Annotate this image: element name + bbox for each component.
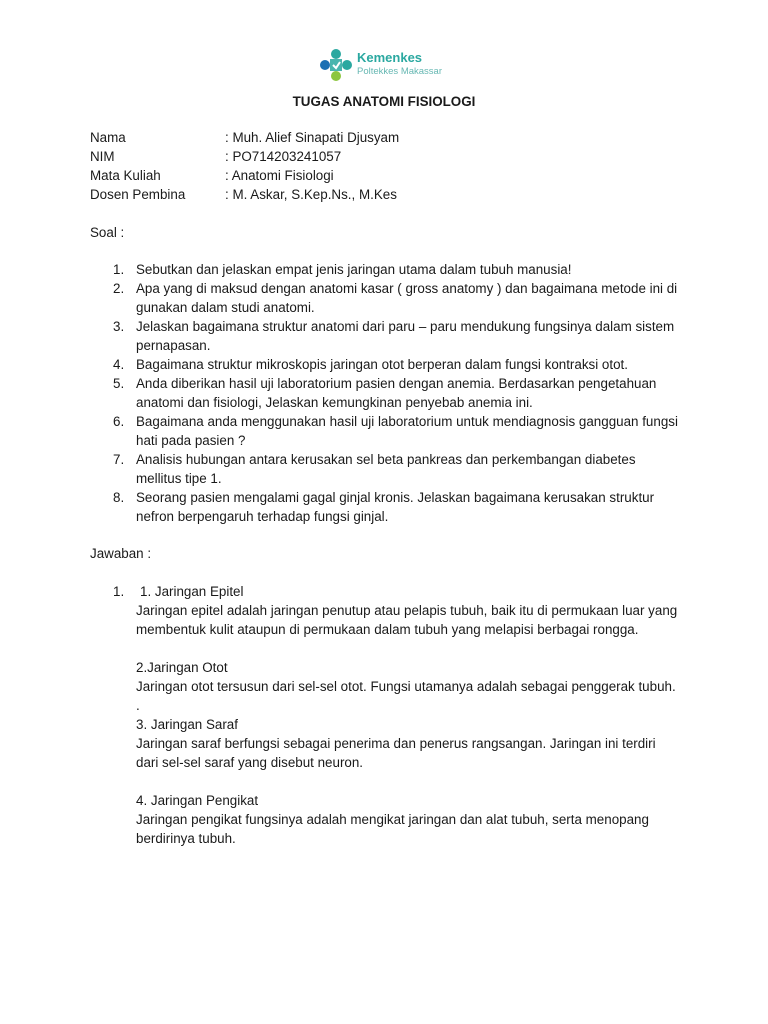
logo-brand: Kemenkes [357, 50, 423, 65]
answer-trailing-dot: . [136, 698, 140, 713]
kemenkes-emblem-icon [319, 48, 353, 82]
question-text: Sebutkan dan jelaskan empat jenis jaringan utama dalam tubuh manusia! [136, 262, 572, 277]
question-item [90, 374, 680, 412]
info-label: Dosen Pembina [90, 187, 186, 202]
answer-text-otot: Jaringan otot tersusun dari sel-sel otot. Fungsi utamanya adalah sebagai penggerak tubuh. [136, 679, 676, 694]
info-row-nama [90, 128, 399, 147]
question-text: Bagaimana struktur mikroskopis jaringan otot berperan dalam fungsi kontraksi otot. [136, 357, 628, 372]
info-label: Mata Kuliah [90, 168, 161, 183]
question-item [90, 488, 680, 526]
answer-number: 1. [113, 584, 125, 599]
question-text: Jelaskan bagaimana struktur anatomi dari paru – paru mendukung fungsinya dalam sistem pernapasan. [136, 319, 675, 353]
question-item [90, 355, 680, 374]
info-row-mata-kuliah [90, 166, 399, 185]
question-number: 4. [113, 357, 125, 372]
question-number: 7. [113, 452, 125, 467]
jawaban-heading: Jawaban : [90, 546, 152, 561]
question-number: 8. [113, 490, 125, 505]
answer-heading-saraf: 3. Jaringan Saraf [136, 717, 238, 732]
question-item [90, 260, 680, 279]
question-text: Apa yang di maksud dengan anatomi kasar ( gross anatomy ) dan bagaimana metode ini di gunakan dalam studi anatomi. [136, 281, 678, 315]
info-value: : M. Askar, S.Kep.Ns., M.Kes [225, 187, 397, 202]
answer-heading-epitel: 1. Jaringan Epitel [140, 584, 244, 599]
question-number: 5. [113, 376, 125, 391]
question-number: 1. [113, 262, 125, 277]
question-item [90, 450, 680, 488]
answer-text-saraf: Jaringan saraf berfungsi sebagai penerima dan penerus rangsangan. Jaringan ini terdiri dari sel-sel saraf yang disebut neuron. [136, 736, 656, 770]
logo-subtitle: Poltekkes Makassar [357, 66, 443, 77]
answer-heading-pengikat: 4. Jaringan Pengikat [136, 793, 259, 808]
answer-item [90, 582, 680, 848]
info-row-dosen [90, 185, 399, 204]
question-text: Bagaimana anda menggunakan hasil uji laboratorium untuk mendiagnosis gangguan fungsi hati pada pasien ? [136, 414, 678, 448]
question-text: Seorang pasien mengalami gagal ginjal kronis. Jelaskan bagaimana kerusakan struktur nefron berpengaruh terhadap fungsi ginjal. [136, 490, 655, 524]
question-text: Anda diberikan hasil uji laboratorium pasien dengan anemia. Berdasarkan pengetahuan anatomi dan fisiologi, Jelaskan kemungkinan penyebab anemia ini. [136, 376, 657, 410]
question-number: 2. [113, 281, 125, 296]
question-item [90, 317, 680, 355]
question-number: 6. [113, 414, 125, 429]
info-label: Nama [90, 130, 126, 145]
info-label: NIM [90, 149, 115, 164]
question-item [90, 279, 680, 317]
question-list [90, 260, 680, 526]
answer-text-pengikat: Jaringan pengikat fungsinya adalah mengikat jaringan dan alat tubuh, serta menopang berdirinya tubuh. [136, 812, 649, 846]
info-value: : Muh. Alief Sinapati Djusyam [225, 130, 400, 145]
question-item [90, 412, 680, 450]
info-value: : PO714203241057 [225, 149, 342, 164]
question-number: 3. [113, 319, 125, 334]
soal-heading: Soal : [90, 225, 125, 240]
answer-text-epitel: Jaringan epitel adalah jaringan penutup atau pelapis tubuh, baik itu di permukaan luar yang membentuk kulit ataupun di permukaan dalam tubuh yang melapisi berbagai rongga. [136, 603, 678, 637]
question-text: Analisis hubungan antara kerusakan sel beta pankreas dan perkembangan diabetes mellitus tipe 1. [136, 452, 636, 486]
document-title: TUGAS ANATOMI FISIOLOGI [292, 94, 476, 109]
student-info [90, 128, 399, 204]
answer-heading-otot: 2.Jaringan Otot [136, 660, 228, 675]
info-row-nim [90, 147, 399, 166]
answer-body [136, 582, 680, 848]
kemenkes-logo [319, 46, 459, 88]
info-value: : Anatomi Fisiologi [225, 168, 334, 183]
